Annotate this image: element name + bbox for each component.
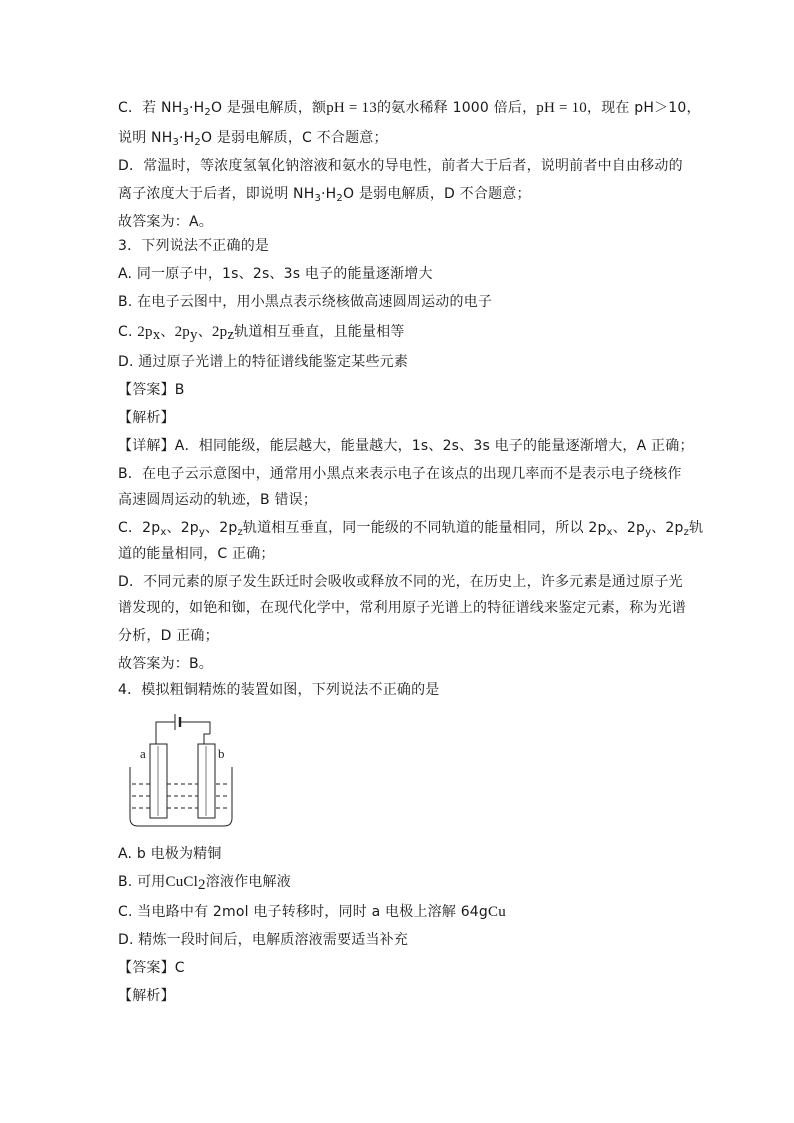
- question-3-option-b: B. 在电子云图中，用小黑点表示绕核做高速圆周运动的电子: [118, 294, 493, 310]
- question-4-option-b: B. 可用CuCl$_2$溶液作电解液: [118, 874, 291, 893]
- prev-option-c-line2: 说明 $NH_3\cdot H_2O$ 是弱电解质，C 不合题意；: [118, 130, 388, 148]
- question-3-option-c: C. $2p_x$、$2p_y$、$2p_z$轨道相互垂直，且能量相等: [118, 324, 405, 343]
- question-3-stem: 3．下列说法不正确的是: [118, 238, 270, 254]
- question-3-detail-c-line1: C．$2p_x$、$2p_y$、$2p_z$轨道相互垂直，同一能级的不同轨道的能量相同，所以 $2p_x$、$2p_y$、$2p_z$轨: [118, 520, 704, 538]
- question-3-detail-d-line1: D．不同元素的原子发生跃迁时会吸收或释放不同的光，在历史上，许多元素是通过原子光: [118, 574, 683, 590]
- question-3-analysis-heading: 【解析】: [118, 410, 175, 426]
- wire-left: [156, 722, 175, 744]
- wire-right-drop: [204, 734, 210, 744]
- electrolysis-apparatus-diagram: [122, 706, 240, 834]
- prev-answer: 故答案为：A。: [118, 214, 213, 230]
- question-3-detail-c-line2: 道的能量相同，C 正确；: [118, 546, 275, 562]
- question-3-detail-d-line2: 谱发现的，如铯和铷，在现代化学中，常利用原子光谱上的特征谱线来鉴定元素，称为光谱: [118, 600, 686, 616]
- prev-option-c-line1: C．若 $NH_3\cdot H_2O$ 是强电解质，额pH = 13的氨水稀释 1000 倍后，pH = 10，现在 pH＞10，: [118, 100, 701, 118]
- question-3-detail-b-line2: 高速圆周运动的轨迹，B 错误；: [118, 492, 318, 508]
- question-3-detail-d-line3: 分析，D 正确；: [118, 628, 219, 644]
- electrode-b: [198, 744, 215, 818]
- question-3-detail-b-line1: B．在电子云示意图中，通常用小黑点来表示电子在该点的出现几率而不是表示电子绕核作: [118, 466, 682, 482]
- prev-option-d-line2: 离子浓度大于后者，即说明 $NH_3\cdot H_2O$ 是弱电解质，D 不合题意；: [118, 186, 531, 204]
- question-3-final-answer: 故答案为：B。: [118, 656, 214, 672]
- label-a: a: [140, 746, 146, 761]
- question-3-detail-a: 【详解】A．相同能级，能层越大，能量越大，1s、2s、3s 电子的能量逐渐增大，A 正确；: [118, 438, 694, 454]
- question-4-answer: 【答案】C: [118, 960, 185, 976]
- question-4-option-a: A. b 电极为精铜: [118, 846, 222, 862]
- prev-option-d-line1: D．常温时，等浓度氢氧化钠溶液和氨水的导电性，前者大于后者，说明前者中自由移动的: [118, 158, 683, 174]
- label-b: b: [218, 746, 225, 761]
- question-4-option-c: C. 当电路中有 2mol 电子转移时，同时 a 电极上溶解 64gCu: [118, 904, 506, 920]
- question-3-answer: 【答案】B: [118, 382, 185, 398]
- question-4-stem: 4．模拟粗铜精炼的装置如图，下列说法不正确的是: [118, 682, 440, 698]
- wire-right-top: [180, 722, 210, 734]
- question-3-option-d: D. 通过原子光谱上的特征谱线能鉴定某些元素: [118, 354, 409, 370]
- question-4-option-d: D. 精炼一段时间后，电解质溶液需要适当补充: [118, 932, 409, 948]
- question-3-option-a: A. 同一原子中，1s、2s、3s 电子的能量逐渐增大: [118, 266, 433, 282]
- question-4-analysis-heading: 【解析】: [118, 988, 175, 1004]
- electrode-a: [150, 744, 167, 818]
